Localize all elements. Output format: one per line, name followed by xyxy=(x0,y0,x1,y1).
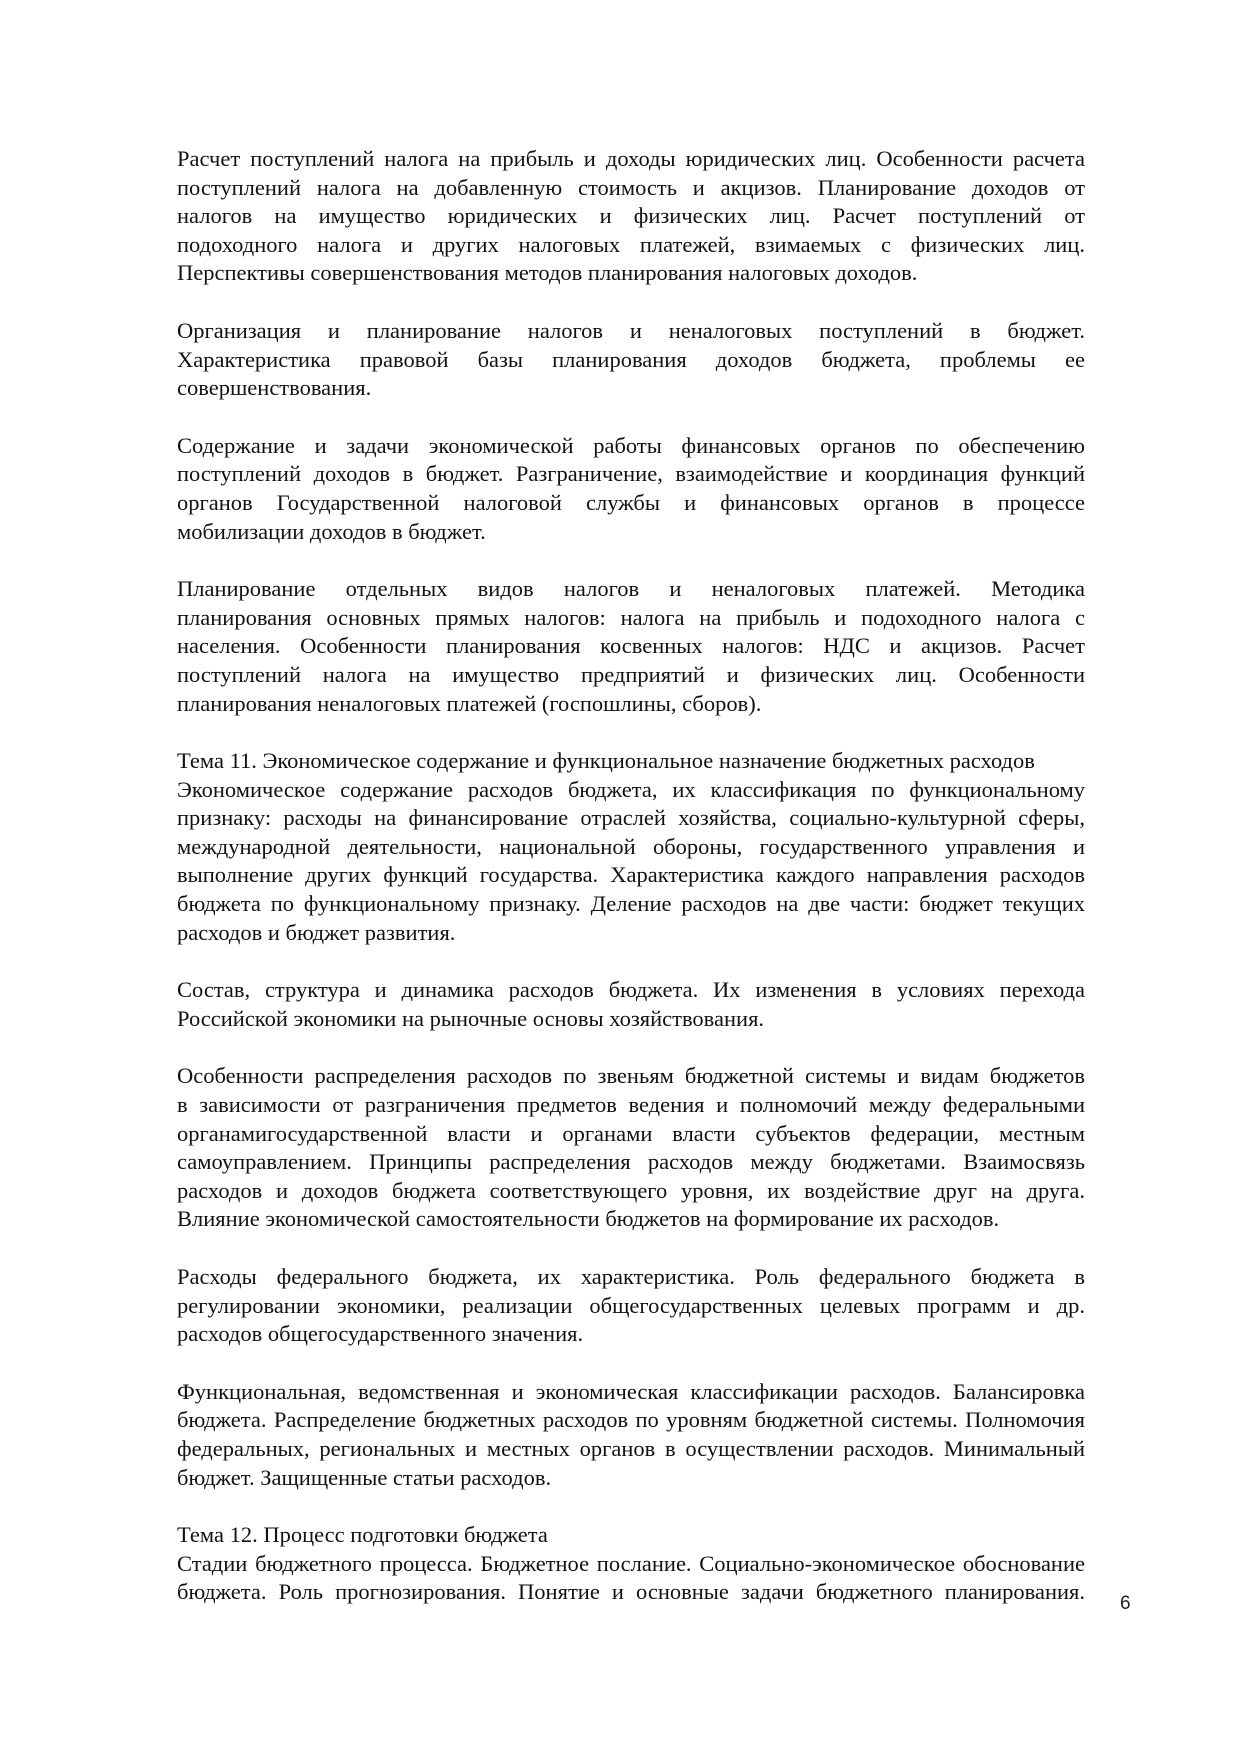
text-line: поступлений доходов в бюджет. Разграничение, взаимодействие и координация функций xyxy=(177,461,1085,487)
text-line: регулировании экономики, реализации общегосударственных целевых программ и др. xyxy=(177,1292,1085,1318)
text-line: Расчет поступлений налога на прибыль и доходы юридических лиц. Особенности расчета xyxy=(177,146,1085,171)
text-line: органамигосударственной власти и органами власти субъектов федерации, местным xyxy=(177,1120,1085,1146)
text-line: Экономическое содержание расходов бюджета, их классификация по функциональному xyxy=(177,776,1085,802)
text-line: Перспективы совершенствования методов планирования налоговых доходов. xyxy=(177,260,918,286)
text-line: Содержание и задачи экономической работы финансовых органов по обеспечению xyxy=(177,432,1085,458)
text-line: Планирование отдельных видов налогов и неналоговых платежей. Методика xyxy=(177,576,1085,602)
document-body xyxy=(177,145,1085,1636)
text-line: налогов на имущество юридических и физических лиц. Расчет поступлений от xyxy=(177,203,1085,229)
paragraph-expense-structure xyxy=(177,976,1085,1033)
text-line: Функциональная, ведомственная и экономическая классификации расходов. Балансировка xyxy=(177,1378,1085,1404)
paragraph-expense-classification xyxy=(177,1378,1085,1492)
text-line: подоходного налога и других налоговых платежей, взимаемых с физических лиц. xyxy=(177,231,1085,257)
text-line: поступлений налога на добавленную стоимость и акцизов. Планирование доходов от xyxy=(177,174,1085,200)
text-line: Характеристика правовой базы планирования доходов бюджета, проблемы ее xyxy=(177,346,1085,372)
text-line: органов Государственной налоговой службы и финансовых органов в процессе xyxy=(177,489,1085,515)
text-line: бюджета по функциональному признаку. Деление расходов на две части: бюджет текущих xyxy=(177,891,1085,917)
text-line: расходов общегосударственного значения. xyxy=(177,1321,584,1347)
paragraph-topic-12 xyxy=(177,1521,1085,1607)
text-line: Состав, структура и динамика расходов бюджета. Их изменения в условиях перехода xyxy=(177,977,1085,1003)
page-number: 6 xyxy=(1120,1593,1131,1614)
text-line: планирования основных прямых налогов: налога на прибыль и подоходного налога с xyxy=(177,604,1085,630)
text-line: населения. Особенности планирования косвенных налогов: НДС и акцизов. Расчет xyxy=(177,633,1085,659)
text-line: Организация и планирование налогов и неналоговых поступлений в бюджет. xyxy=(177,317,1085,343)
paragraph-organization-planning xyxy=(177,317,1085,403)
topic-heading: Тема 12. Процесс подготовки бюджета xyxy=(177,1522,548,1548)
paragraph-tax-types-planning xyxy=(177,575,1085,718)
text-line: Стадии бюджетного процесса. Бюджетное послание. Социально-экономическое обоснование xyxy=(177,1550,1085,1576)
text-line: бюджета. Распределение бюджетных расходов по уровням бюджетной системы. Полномочия xyxy=(177,1407,1085,1433)
text-line: расходов и доходов бюджета соответствующего уровня, их воздействие друг на друга. xyxy=(177,1177,1085,1203)
paragraph-financial-bodies-work xyxy=(177,432,1085,546)
text-line: бюджет. Защищенные статьи расходов. xyxy=(177,1464,552,1490)
text-line: в зависимости от разграничения предметов ведения и полномочий между федеральными xyxy=(177,1092,1085,1118)
paragraph-expense-distribution xyxy=(177,1062,1085,1234)
text-line: признаку: расходы на финансирование отраслей хозяйства, социально-культурной сферы, xyxy=(177,805,1085,831)
text-line: бюджета. Роль прогнозирования. Понятие и основные задачи бюджетного планирования. xyxy=(177,1579,1085,1605)
text-line: Расходы федерального бюджета, их характеристика. Роль федерального бюджета в xyxy=(177,1264,1085,1289)
text-line: Влияние экономической самостоятельности бюджетов на формирование их расходов. xyxy=(177,1206,1000,1232)
text-line: совершенствования. xyxy=(177,375,372,401)
text-line: федеральных, региональных и местных органов в осуществлении расходов. Минимальный xyxy=(177,1435,1085,1461)
text-line: поступлений налога на имущество предприятий и физических лиц. Особенности xyxy=(177,661,1085,687)
text-line: Особенности распределения расходов по звеньям бюджетной системы и видам бюджетов xyxy=(177,1063,1085,1089)
topic-heading: Тема 11. Экономическое содержание и функциональное назначение бюджетных расходов xyxy=(177,748,1035,774)
text-line: планирования неналоговых платежей (госпошлины, сборов). xyxy=(177,690,762,716)
text-line: выполнение других функций государства. Характеристика каждого направления расходов xyxy=(177,862,1085,888)
text-line: Российской экономики на рыночные основы хозяйствования. xyxy=(177,1005,765,1031)
text-line: расходов и бюджет развития. xyxy=(177,919,456,945)
paragraph-federal-budget-expenses xyxy=(177,1263,1085,1349)
paragraph-tax-revenue-calculation xyxy=(177,145,1085,288)
text-line: самоуправлением. Принципы распределения расходов между бюджетами. Взаимосвязь xyxy=(177,1149,1085,1175)
text-line: международной деятельности, национальной обороны, государственного управления и xyxy=(177,833,1085,859)
paragraph-topic-11 xyxy=(177,747,1085,947)
text-line: мобилизации доходов в бюджет. xyxy=(177,518,486,544)
